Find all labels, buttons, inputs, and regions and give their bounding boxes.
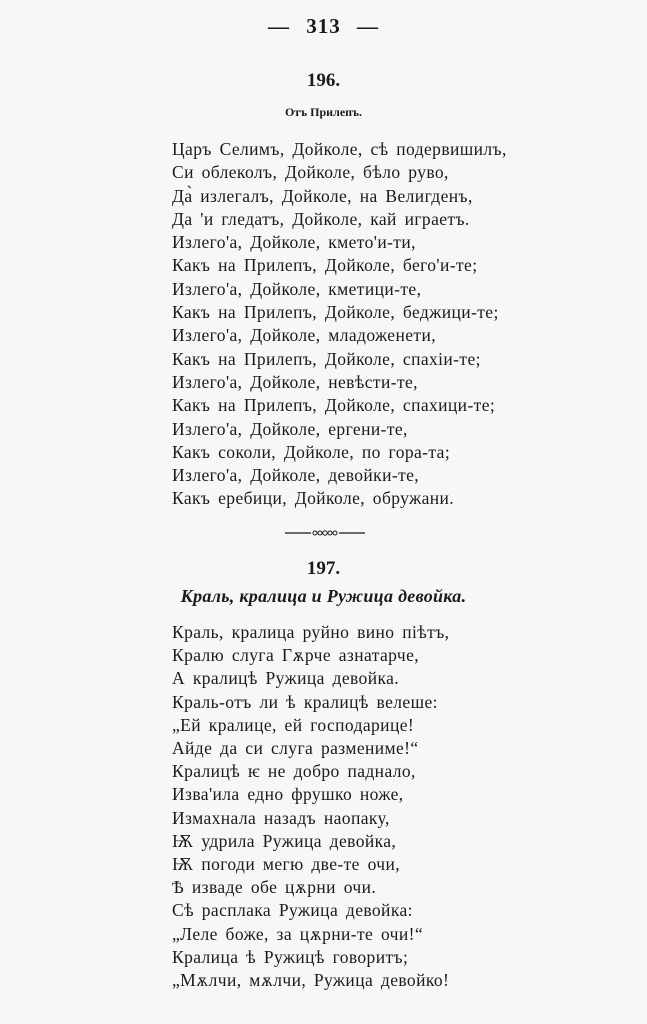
poem-line: Какъ на Прилепъ, Дойколе, спахици-те; <box>172 395 496 416</box>
poem-line: Ѭ удрила Ружица девойка, <box>172 830 397 851</box>
poem-line: Царъ Селимъ, Дойколе, сѣ подервишилъ, <box>172 139 507 159</box>
page-header <box>0 14 647 39</box>
song-origin: Отъ Прилепъ. <box>284 105 363 119</box>
poem-line: Излего'а, Дойколе, невѣсти-те, <box>172 371 418 392</box>
poem-line: Ѣ изваде обе цѫрни очи. <box>172 877 377 898</box>
poem-line: Измахнала назадъ наопаку, <box>172 807 390 828</box>
poem-line: Излего'а, Дойколе, кметици-те, <box>172 278 422 299</box>
poem-line: Сѣ расплака Ружица девойка: <box>172 900 413 921</box>
poem-line: А кралицѣ Ружица девойка. <box>172 668 400 689</box>
poem-line: Кралица ѣ Ружицѣ говоритъ; <box>172 946 409 967</box>
poem-line: Да 'и гледатъ, Дойколе, кай играетъ. <box>172 208 470 229</box>
poem-line: Кралицѣ ѥ не добро паднало, <box>172 761 416 782</box>
poem-line: Излего'а, Дойколе, ергени-те, <box>172 418 408 439</box>
poem-line: Какъ на Прилепъ, Дойколе, спахiи-те; <box>172 348 481 369</box>
poem-line: Какъ на Прилепъ, Дойколе, бего'и-те; <box>172 255 478 276</box>
poem-line: Изва'ила едно фрушко ноже, <box>172 784 404 805</box>
poem-line: Да̀ излегалъ, Дойколе, на Велигденъ, <box>172 185 473 206</box>
dash-left: — <box>268 14 290 38</box>
poem-line: Краль, кралица руйно вино пiѣтъ, <box>172 622 450 642</box>
poem-line: „Леле боже, за цѫрни-те очи!“ <box>172 923 424 944</box>
poem-line: Ѭ погоди мегю две-те очи, <box>172 854 401 875</box>
poem-line: „Мѫлчи, мѫлчи, Ружица девойко! <box>172 970 450 991</box>
page-number: 313 <box>306 14 341 38</box>
poem-line: Излего'а, Дойколе, девойки-те, <box>172 465 420 486</box>
poem-line: Краль-отъ ли ѣ кралицѣ велеше: <box>172 691 438 712</box>
poem-line: Какъ еребици, Дойколе, обружани. <box>172 488 455 509</box>
ornamental-rule-icon <box>285 530 365 536</box>
dash-right: — <box>357 14 379 38</box>
poem-line: Какъ на Прилепъ, Дойколе, беджици-те; <box>172 302 499 323</box>
poem-197 <box>172 621 449 992</box>
poem-line: Излего'а, Дойколе, младоженети, <box>172 325 436 346</box>
poem-line: Си облеколъ, Дойколе, бѣло руво, <box>172 162 449 183</box>
poem-196 <box>172 138 507 511</box>
poem-line: Айде да си слуга размениме!“ <box>172 738 419 759</box>
song-title: Краль, кралица и Ружица девойка. <box>180 586 467 606</box>
poem-line: „Ей кралице, ей господарице! <box>172 714 415 735</box>
song-number-196: 196. <box>306 70 341 91</box>
poem-line: Какъ соколи, Дойколе, по гора-та; <box>172 441 451 462</box>
song-number-197: 197. <box>306 558 341 579</box>
poem-line: Кралю слуга Гѫрче азнатарче, <box>172 645 420 666</box>
poem-line: Излего'а, Дойколе, кмето'и-ти, <box>172 232 416 253</box>
